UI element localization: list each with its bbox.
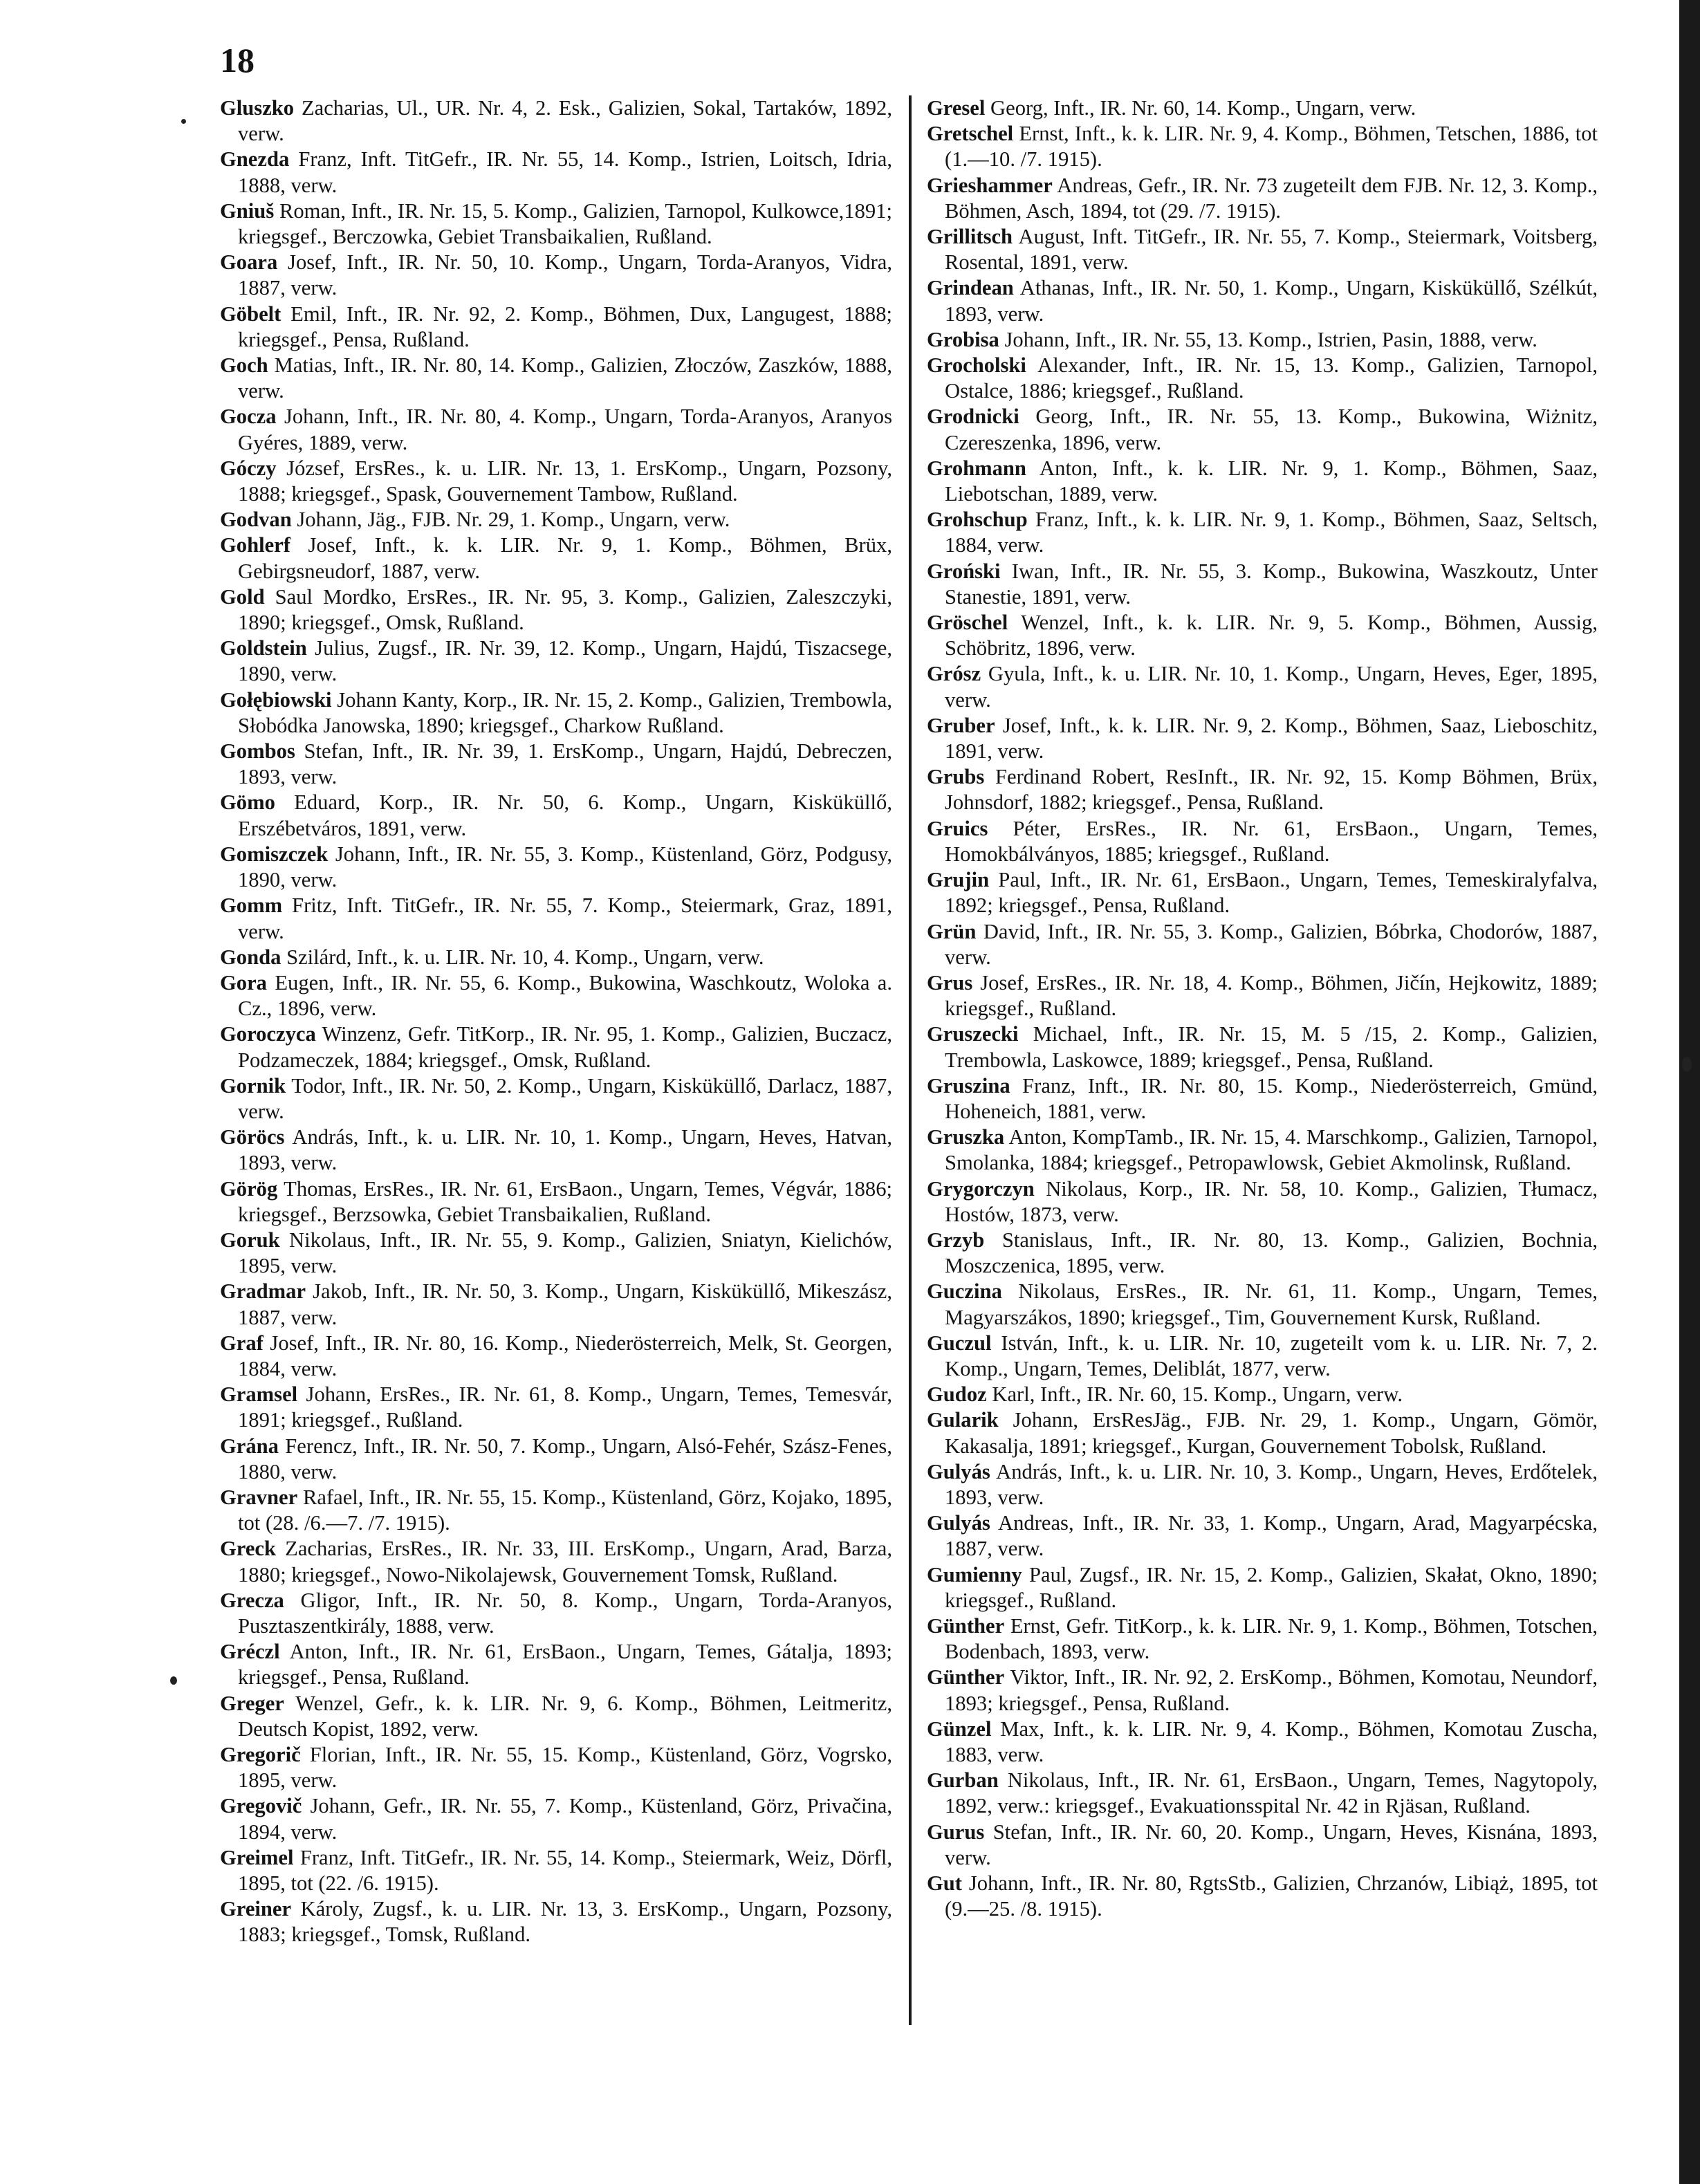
entry-details: Károly, Zugsf., k. u. LIR. Nr. 13, 3. ErsKomp., Ungarn, Pozsony, 1883; kriegsgef., Tomsk, Rußland. <box>238 1897 892 1947</box>
entry-details: Ferdinand Robert, ResInft., IR. Nr. 92, 15. Komp Böhmen, Brüx, Johnsdorf, 1882; kriegsgef., Pensa, Rußland. <box>945 765 1598 815</box>
entry-details: Eugen, Inft., IR. Nr. 55, 6. Komp., Bukowina, Waschkoutz, Woloka a. Cz., 1896, verw. <box>238 970 892 1021</box>
entry-details: József, ErsRes., k. u. LIR. Nr. 13, 1. ErsKomp., Ungarn, Pozsony, 1888; kriegsgef., Spask, Gouvernement Tambow, Rußland. <box>238 456 892 506</box>
list-item <box>220 1536 892 1587</box>
list-item <box>927 1021 1598 1073</box>
entry-surname: Gradmar <box>220 1279 306 1304</box>
entry-details: Florian, Inft., IR. Nr. 55, 15. Komp., Küstenland, Görz, Vogrsko, 1895, verw. <box>238 1743 892 1793</box>
entry-surname: Gold <box>220 584 265 609</box>
list-item <box>220 95 892 147</box>
scan-speck <box>1682 1057 1692 1072</box>
entry-details: Johann, Inft., IR. Nr. 80, RgtsStb., Galizien, Chrzanów, Libiąż, 1895, tot (9.—25. /8. 1915). <box>945 1871 1598 1921</box>
entry-details: Stefan, Inft., IR. Nr. 39, 1. ErsKomp., Ungarn, Hajdú, Debreczen, 1893, verw. <box>238 739 892 789</box>
entry-surname: Gruber <box>927 713 995 737</box>
entry-details: Josef, Inft., k. k. LIR. Nr. 9, 1. Komp., Böhmen, Brüx, Gebirgsneudorf, 1887, verw. <box>238 533 892 583</box>
entry-surname: Grus <box>927 970 973 994</box>
entry-surname: Grzyb <box>927 1228 985 1252</box>
entry-details: Wenzel, Inft., k. k. LIR. Nr. 9, 5. Komp., Böhmen, Aussig, Schöbritz, 1896, verw. <box>945 611 1598 660</box>
entry-surname: Gulyás <box>927 1511 990 1535</box>
entry-details: Paul, Inft., IR. Nr. 61, ErsBaon., Ungarn, Temes, Temeskiralyfalva, 1892; kriegsgef., Pensa, Rußland. <box>945 868 1598 918</box>
entry-details: Andreas, Gefr., IR. Nr. 73 zugeteilt dem FJB. Nr. 12, 3. Komp., Böhmen, Asch, 1894, tot (29. /7. 1915). <box>945 173 1598 223</box>
list-item <box>220 1793 892 1844</box>
entry-surname: Gora <box>220 970 267 994</box>
entry-surname: Görög <box>220 1176 278 1201</box>
list-item <box>220 507 892 533</box>
list-item <box>927 1073 1598 1125</box>
entry-surname: Gut <box>927 1871 962 1896</box>
list-item <box>220 198 892 250</box>
list-item <box>927 121 1598 172</box>
entry-surname: Grillitsch <box>927 225 1013 249</box>
list-item <box>927 1125 1598 1176</box>
list-item <box>927 1768 1598 1819</box>
list-item <box>220 1125 892 1176</box>
entry-details: Ferencz, Inft., IR. Nr. 50, 7. Komp., Ungarn, Alsó-Fehér, Szász-Fenes, 1880, verw. <box>238 1434 892 1483</box>
entry-details: Gyula, Inft., k. u. LIR. Nr. 10, 1. Komp., Ungarn, Heves, Eger, 1895, verw. <box>945 662 1598 712</box>
entry-details: Eduard, Korp., IR. Nr. 50, 6. Komp., Ungarn, Kisküküllő, Erszébetváros, 1891, verw. <box>238 790 892 840</box>
entry-surname: Grün <box>927 919 977 943</box>
entry-details: Athanas, Inft., IR. Nr. 50, 1. Komp., Ungarn, Kisküküllő, Szélkút, 1893, verw. <box>945 276 1598 326</box>
entry-surname: Gularik <box>927 1408 999 1432</box>
entry-details: Péter, ErsRes., IR. Nr. 61, ErsBaon., Ungarn, Temes, Homokbálványos, 1885; kriegsgef., Rußland. <box>945 816 1598 866</box>
list-item <box>220 404 892 455</box>
list-item <box>927 456 1598 507</box>
list-item <box>927 661 1598 712</box>
entry-surname: Grygorczyn <box>927 1176 1035 1201</box>
list-item <box>927 1407 1598 1459</box>
entry-details: August, Inft. TitGefr., IR. Nr. 55, 7. Komp., Steiermark, Voitsberg, Rosental, 1891, verw. <box>945 225 1598 275</box>
entry-surname: Grubs <box>927 765 985 789</box>
entry-surname: Gniuš <box>220 198 275 223</box>
entry-details: Georg, Inft., IR. Nr. 60, 14. Komp., Ungarn, verw. <box>985 96 1416 120</box>
list-item <box>220 1639 892 1690</box>
entry-surname: Goch <box>220 353 268 378</box>
list-item <box>220 1021 892 1073</box>
entry-details: Nikolaus, Korp., IR. Nr. 58, 10. Komp., Galizien, Tłumacz, Hostów, 1873, verw. <box>945 1176 1598 1226</box>
entry-surname: Goruk <box>220 1228 280 1252</box>
entry-surname: Goara <box>220 250 278 275</box>
list-item <box>927 1665 1598 1716</box>
list-item <box>220 739 892 790</box>
entry-details: Johann, Inft., IR. Nr. 80, 4. Komp., Ungarn, Torda-Aranyos, Aranyos Gyéres, 1889, verw. <box>238 405 892 454</box>
list-item <box>220 636 892 687</box>
entry-surname: Gregorič <box>220 1743 301 1766</box>
entry-details: Johann Kanty, Korp., IR. Nr. 15, 2. Komp., Galizien, Trembowla, Słobódka Janowska, 1890; kriegsgef., Charkow Rußland. <box>238 687 892 737</box>
entry-surname: Gornik <box>220 1073 286 1098</box>
entry-surname: Günther <box>927 1665 1005 1690</box>
entry-surname: Gnezda <box>220 147 290 172</box>
list-item <box>927 1716 1598 1768</box>
list-item <box>927 224 1598 275</box>
entry-details: Franz, Inft. TitGefr., IR. Nr. 55, 14. Komp., Steiermark, Weiz, Dörfl, 1895, tot (22. /6. 1915). <box>238 1845 892 1896</box>
entry-surname: Guczina <box>927 1279 1002 1304</box>
entry-surname: Greiner <box>220 1897 292 1921</box>
list-item <box>927 919 1598 970</box>
page-number: 18 <box>220 41 255 80</box>
list-item <box>220 456 892 507</box>
list-item <box>927 867 1598 918</box>
entry-details: Anton, Inft., IR. Nr. 61, ErsBaon., Ungarn, Temes, Gátalja, 1893; kriegsgef., Pensa, Rußland. <box>238 1640 892 1690</box>
entry-surname: Gurban <box>927 1768 999 1793</box>
list-item <box>220 353 892 404</box>
entry-details: Johann, ErsResJäg., FJB. Nr. 29, 1. Komp., Ungarn, Gömör, Kakasalja, 1891; kriegsgef., Kurgan, Gouvernement Tobolsk, Rußland. <box>945 1408 1598 1458</box>
list-item <box>927 507 1598 558</box>
left-column <box>220 95 892 1948</box>
entry-details: Franz, Inft., k. k. LIR. Nr. 9, 1. Komp., Böhmen, Saaz, Seltsch, 1884, verw. <box>945 508 1598 557</box>
entry-surname: Grodnicki <box>927 405 1019 429</box>
list-item <box>927 1820 1598 1871</box>
entry-surname: Gocza <box>220 405 277 429</box>
entry-surname: Góczy <box>220 456 277 480</box>
entry-surname: Graf <box>220 1331 264 1355</box>
list-item <box>927 713 1598 764</box>
list-item <box>220 1382 892 1433</box>
entry-details: Nikolaus, Inft., IR. Nr. 61, ErsBaon., Ungarn, Temes, Nagytopoly, 1892, verw.: kriegsgef., Evakuationsspital Nr. 42 in Rjäsan, Rußland. <box>945 1768 1598 1818</box>
entry-details: Matias, Inft., IR. Nr. 80, 14. Komp., Galizien, Złoczów, Zaszków, 1888, verw. <box>238 353 892 403</box>
entry-surname: Grocholski <box>927 353 1026 378</box>
entry-surname: Günther <box>927 1613 1005 1638</box>
entry-details: Fritz, Inft. TitGefr., IR. Nr. 55, 7. Komp., Steiermark, Graz, 1891, verw. <box>238 894 892 943</box>
list-item <box>927 404 1598 455</box>
list-item <box>220 970 892 1021</box>
entry-surname: Gonda <box>220 945 281 969</box>
entry-details: Iwan, Inft., IR. Nr. 55, 3. Komp., Bukowina, Waszkoutz, Unter Stanestie, 1891, verw. <box>945 559 1598 609</box>
list-item <box>927 559 1598 610</box>
list-item <box>220 1279 892 1330</box>
entry-surname: Godvan <box>220 508 292 532</box>
list-item <box>927 610 1598 661</box>
entry-surname: Grohschup <box>927 508 1028 532</box>
entry-details: Paul, Zugsf., IR. Nr. 15, 2. Komp., Galizien, Skałat, Okno, 1890; kriegsgef., Rußland. <box>945 1562 1598 1612</box>
entry-details: Viktor, Inft., IR. Nr. 92, 2. ErsKomp., Böhmen, Komotau, Neundorf, 1893; kriegsgef., Pensa, Rußland. <box>945 1665 1598 1715</box>
entry-details: Josef, Inft., IR. Nr. 50, 10. Komp., Ungarn, Torda-Aranyos, Vidra, 1887, verw. <box>238 250 892 300</box>
entry-details: Franz, Inft., IR. Nr. 80, 15. Komp., Niederösterreich, Gmünd, Hoheneich, 1881, verw. <box>945 1073 1598 1123</box>
list-item <box>220 893 892 944</box>
entry-details: Johann, Inft., IR. Nr. 55, 3. Komp., Küstenland, Görz, Podgusy, 1890, verw. <box>238 842 892 892</box>
list-item <box>927 764 1598 815</box>
entry-details: Michael, Inft., IR. Nr. 15, M. 5 /15, 2. Komp., Galizien, Trembowla, Laskowce, 1889; kriegsgef., Pensa, Rußland. <box>945 1022 1598 1072</box>
entry-details: Thomas, ErsRes., IR. Nr. 61, ErsBaon., Ungarn, Temes, Végvár, 1886; kriegsgef., Berzsowka, Gebiet Transbaikalien, Rußland. <box>238 1176 892 1226</box>
entry-surname: Gregovič <box>220 1794 302 1818</box>
list-item <box>927 970 1598 1021</box>
entry-surname: Gruszka <box>927 1125 1005 1149</box>
entry-details: Saul Mordko, ErsRes., IR. Nr. 95, 3. Komp., Galizien, Zaleszczyki, 1890; kriegsgef., Omsk, Rußland. <box>238 584 892 635</box>
entry-details: Alexander, Inft., IR. Nr. 15, 13. Komp., Galizien, Tarnopol, Ostalce, 1886; kriegsgef., Rußland. <box>945 353 1598 403</box>
column-divider <box>909 95 912 2025</box>
entry-details: István, Inft., k. u. LIR. Nr. 10, zugeteilt vom k. u. LIR. Nr. 7, 2. Komp., Ungarn, Temes, Deliblát, 1877, verw. <box>945 1331 1598 1380</box>
entry-surname: Goldstein <box>220 636 307 660</box>
list-item <box>927 1331 1598 1382</box>
entry-details: Johann, ErsRes., IR. Nr. 61, 8. Komp., Ungarn, Temes, Temesvár, 1891; kriegsgef., Rußland. <box>238 1382 892 1432</box>
entry-surname: Guczul <box>927 1331 992 1355</box>
scan-speck <box>170 1676 177 1685</box>
entry-details: Emil, Inft., IR. Nr. 92, 2. Komp., Böhmen, Dux, Langugest, 1888; kriegsgef., Pensa, Rußland. <box>238 302 892 351</box>
entry-surname: Grujin <box>927 868 990 892</box>
list-item <box>220 1485 892 1536</box>
entry-details: Karl, Inft., IR. Nr. 60, 15. Komp., Ungarn, verw. <box>986 1382 1403 1407</box>
entry-details: Todor, Inft., IR. Nr. 50, 2. Komp., Ungarn, Kisküküllő, Darlacz, 1887, verw. <box>238 1073 892 1123</box>
entry-surname: Gruics <box>927 816 988 840</box>
entry-surname: Greger <box>220 1691 284 1715</box>
entry-details: András, Inft., k. u. LIR. Nr. 10, 3. Komp., Ungarn, Heves, Erdőtelek, 1893, verw. <box>945 1459 1598 1509</box>
entry-surname: Grána <box>220 1434 279 1458</box>
list-item <box>927 1279 1598 1330</box>
entry-details: András, Inft., k. u. LIR. Nr. 10, 1. Komp., Ungarn, Heves, Hatvan, 1893, verw. <box>238 1125 892 1175</box>
entry-details: Rafael, Inft., IR. Nr. 55, 15. Komp., Küstenland, Görz, Kojako, 1895, tot (28. /6.—7. /7. 1915). <box>238 1485 892 1535</box>
list-item <box>220 1845 892 1896</box>
entry-surname: Gomiszczek <box>220 842 329 866</box>
entry-details: Josef, Inft., k. k. LIR. Nr. 9, 2. Komp., Böhmen, Saaz, Lieboschitz, 1891, verw. <box>945 713 1598 764</box>
entry-details: Ernst, Inft., k. k. LIR. Nr. 9, 4. Komp., Böhmen, Tetschen, 1886, tot (1.—10. /7. 1915). <box>945 122 1598 172</box>
right-column <box>927 95 1598 1922</box>
list-item <box>220 842 892 893</box>
list-item <box>927 1228 1598 1279</box>
entry-details: David, Inft., IR. Nr. 55, 3. Komp., Galizien, Bóbrka, Chodorów, 1887, verw. <box>945 919 1598 969</box>
entry-details: Gligor, Inft., IR. Nr. 50, 8. Komp., Ungarn, Torda-Aranyos, Pusztaszentkirály, 1888, verw. <box>238 1588 892 1638</box>
list-item <box>220 147 892 198</box>
list-item <box>220 302 892 353</box>
list-item <box>927 173 1598 224</box>
entry-surname: Gluszko <box>220 96 295 120</box>
entry-details: Max, Inft., k. k. LIR. Nr. 9, 4. Komp., Böhmen, Komotau Zuscha, 1883, verw. <box>945 1716 1598 1766</box>
list-item <box>927 1613 1598 1665</box>
list-item <box>220 1588 892 1639</box>
entry-surname: Gravner <box>220 1485 298 1509</box>
entry-details: Jakob, Inft., IR. Nr. 50, 3. Komp., Ungarn, Kisküküllő, Mikeszász, 1887, verw. <box>238 1279 892 1329</box>
entry-surname: Gudoz <box>927 1382 987 1407</box>
list-item <box>927 275 1598 326</box>
list-item <box>220 790 892 841</box>
entry-surname: Greimel <box>220 1845 294 1869</box>
list-item <box>927 95 1598 121</box>
entry-details: Winzenz, Gefr. TitKorp., IR. Nr. 95, 1. Komp., Galizien, Buczacz, Podzameczek, 1884; kriegsgef., Omsk, Rußland. <box>238 1022 892 1072</box>
entry-surname: Grohmann <box>927 456 1026 480</box>
entry-details: Julius, Zugsf., IR. Nr. 39, 12. Komp., Ungarn, Hajdú, Tiszacsege, 1890, verw. <box>238 636 892 686</box>
scan-page-edge <box>1679 0 1700 2184</box>
entry-surname: Gumienny <box>927 1562 1022 1586</box>
entry-details: Anton, KompTamb., IR. Nr. 15, 4. Marschkomp., Galizien, Tarnopol, Smolanka, 1884; kriegsgef., Petropawlowsk, Gebiet Akmolinsk, Rußland. <box>945 1125 1598 1175</box>
list-item <box>927 1382 1598 1407</box>
entry-surname: Gołębiowski <box>220 687 332 712</box>
list-item <box>220 1228 892 1279</box>
list-item <box>927 1562 1598 1613</box>
list-item <box>927 816 1598 867</box>
entry-details: Josef, ErsRes., IR. Nr. 18, 4. Komp., Böhmen, Jičín, Hejkowitz, 1889; kriegsgef., Rußland. <box>945 970 1598 1021</box>
entry-details: Stefan, Inft., IR. Nr. 60, 20. Komp., Ungarn, Heves, Kisnána, 1893, verw. <box>945 1820 1598 1869</box>
entry-surname: Gömo <box>220 790 275 815</box>
entry-details: Johann, Gefr., IR. Nr. 55, 7. Komp., Küstenland, Görz, Privačina, 1894, verw. <box>238 1794 892 1844</box>
entry-surname: Grindean <box>927 276 1014 300</box>
scan-speck <box>181 119 186 124</box>
list-item <box>220 1691 892 1742</box>
entry-surname: Gruszina <box>927 1073 1010 1098</box>
entry-surname: Gohlerf <box>220 533 290 557</box>
entry-surname: Groński <box>927 559 1001 583</box>
entry-surname: Gröschel <box>927 611 1008 635</box>
entry-surname: Gulyás <box>927 1459 990 1483</box>
entry-details: Georg, Inft., IR. Nr. 55, 13. Komp., Bukowina, Wiżnitz, Czereszenka, 1896, verw. <box>945 405 1598 454</box>
entry-details: Andreas, Inft., IR. Nr. 33, 1. Komp., Ungarn, Arad, Magyarpécska, 1887, verw. <box>945 1511 1598 1561</box>
entry-details: Anton, Inft., k. k. LIR. Nr. 9, 1. Komp., Böhmen, Saaz, Liebotschan, 1889, verw. <box>945 456 1598 506</box>
list-item <box>220 1434 892 1485</box>
entry-surname: Gomm <box>220 894 283 918</box>
list-item <box>927 1176 1598 1228</box>
entry-surname: Göbelt <box>220 302 281 326</box>
entry-surname: Gresel <box>927 96 986 120</box>
list-item <box>927 1459 1598 1510</box>
entry-surname: Grósz <box>927 662 981 686</box>
list-item <box>220 1073 892 1125</box>
entry-details: Zacharias, ErsRes., IR. Nr. 33, III. ErsKomp., Ungarn, Arad, Barza, 1880; kriegsgef., Nowo-Nikolajewsk, Gouvernement Tomsk, Rußland. <box>238 1537 892 1586</box>
entry-surname: Grobisa <box>927 327 999 351</box>
entry-surname: Günzel <box>927 1716 992 1741</box>
entry-details: Zacharias, Ul., UR. Nr. 4, 2. Esk., Galizien, Sokal, Tartaków, 1892, verw. <box>238 96 892 146</box>
list-item <box>220 533 892 584</box>
list-item <box>220 1176 892 1228</box>
entry-surname: Gramsel <box>220 1382 298 1407</box>
list-item <box>927 1871 1598 1922</box>
entry-surname: Grecza <box>220 1588 284 1612</box>
entry-details: Johann, Inft., IR. Nr. 55, 13. Komp., Istrien, Pasin, 1888, verw. <box>999 327 1537 351</box>
entry-surname: Grieshammer <box>927 173 1053 197</box>
entry-details: Johann, Jäg., FJB. Nr. 29, 1. Komp., Ungarn, verw. <box>291 508 730 532</box>
entry-details: Ernst, Gefr. TitKorp., k. k. LIR. Nr. 9, 1. Komp., Böhmen, Totschen, Bodenbach, 1893, verw. <box>945 1613 1598 1664</box>
list-item <box>220 1331 892 1382</box>
entry-details: Franz, Inft. TitGefr., IR. Nr. 55, 14. Komp., Istrien, Loitsch, Idria, 1888, verw. <box>238 147 892 197</box>
entry-details: Nikolaus, ErsRes., IR. Nr. 61, 11. Komp., Ungarn, Temes, Magyarszákos, 1890; kriegsgef., Tim, Gouvernement Kursk, Rußland. <box>945 1279 1598 1329</box>
entry-surname: Gombos <box>220 739 295 764</box>
entry-details: Josef, Inft., IR. Nr. 80, 16. Komp., Niederösterreich, Melk, St. Georgen, 1884, verw. <box>238 1331 892 1380</box>
list-item <box>220 1742 892 1793</box>
entry-details: Szilárd, Inft., k. u. LIR. Nr. 10, 4. Komp., Ungarn, verw. <box>281 945 764 969</box>
entry-surname: Goroczyca <box>220 1022 316 1046</box>
entry-surname: Gruszecki <box>927 1022 1019 1046</box>
entry-surname: Gretschel <box>927 122 1014 146</box>
list-item <box>220 687 892 739</box>
list-item <box>927 353 1598 404</box>
list-item <box>927 327 1598 353</box>
entry-details: Nikolaus, Inft., IR. Nr. 55, 9. Komp., Galizien, Sniatyn, Kielichów, 1895, verw. <box>238 1228 892 1278</box>
entry-details: Wenzel, Gefr., k. k. LIR. Nr. 9, 6. Komp., Böhmen, Leitmeritz, Deutsch Kopist, 1892, verw. <box>238 1691 892 1741</box>
entry-surname: Göröcs <box>220 1125 285 1149</box>
entry-details: Roman, Inft., IR. Nr. 15, 5. Komp., Galizien, Tarnopol, Kulkowce,1891; kriegsgef., Berczowka, Gebiet Transbaikalien, Rußland. <box>238 198 892 249</box>
list-item <box>220 584 892 636</box>
list-item <box>220 945 892 970</box>
list-item <box>220 250 892 301</box>
entry-details: Stanislaus, Inft., IR. Nr. 80, 13. Komp., Galizien, Bochnia, Moszczenica, 1895, verw. <box>945 1228 1598 1278</box>
list-item <box>220 1896 892 1947</box>
entry-surname: Gréczl <box>220 1640 280 1664</box>
list-item <box>927 1510 1598 1562</box>
entry-surname: Gurus <box>927 1820 985 1844</box>
entry-surname: Greck <box>220 1537 276 1561</box>
